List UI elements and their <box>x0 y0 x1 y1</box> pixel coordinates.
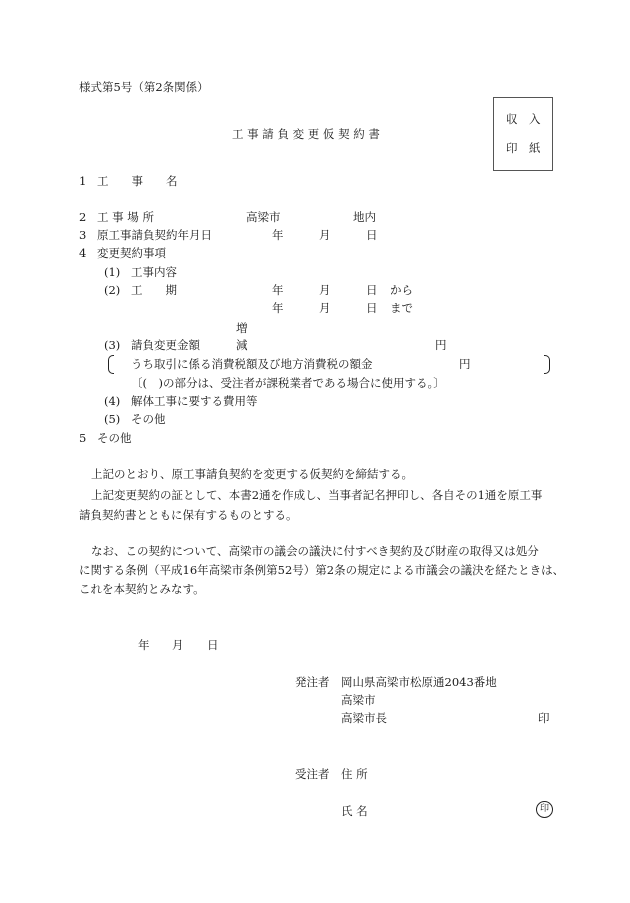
date-month: 月 <box>172 638 184 652</box>
period-from-year: 年 <box>272 283 284 297</box>
amount-increase: 増 <box>236 321 248 335</box>
item-3-day: 日 <box>366 228 378 242</box>
left-bracket <box>108 355 114 374</box>
period-to-year: 年 <box>272 301 284 315</box>
tax-amount-line: うち取引に係る消費税額及び地方消費税の額金 <box>131 357 373 371</box>
stamp-label-line2: 印 紙 <box>506 141 541 155</box>
body-paragraph-3-line-3: これを本契約とみなす。 <box>79 582 205 596</box>
sub-4-label: 解体工事に要する費用等 <box>131 394 258 408</box>
orderer-org: 高梁市 <box>341 693 376 707</box>
item-5-label: その他 <box>97 431 132 445</box>
sub-5-number: (5) <box>104 412 121 426</box>
amount-decrease: 減 <box>236 338 248 352</box>
item-1-label: 工 事 名 <box>97 174 178 188</box>
tax-note: 〔( )の部分は、受注者が課税業者である場合に使用する。〕 <box>131 376 445 390</box>
sub-1-number: (1) <box>104 265 121 279</box>
orderer-role: 発注者 <box>295 675 330 689</box>
item-5-number: 5 <box>79 431 87 445</box>
period-to-suffix: まで <box>390 301 413 315</box>
period-from-day: 日 <box>366 283 378 297</box>
item-4-label: 変更契約事項 <box>97 246 166 260</box>
body-paragraph-1: 上記のとおり、原工事請負契約を変更する仮契約を締結する。 <box>91 467 413 481</box>
page-title: 工 事 請 負 変 更 仮 契 約 書 <box>232 127 380 141</box>
item-3-label: 原工事請負契約年月日 <box>97 228 212 242</box>
sub-5-label: その他 <box>131 412 166 426</box>
body-paragraph-2-line-1: 上記変更契約の証として、本書2通を作成し、当事者記名押印し、各自その1通を原工事 <box>91 488 543 502</box>
contractor-seal-mark: 印 <box>536 801 553 818</box>
body-paragraph-3-line-2: に関する条例（平成16年高梁市条例第52号）第2条の規定による市議会の議決を経たときは、 <box>79 563 565 577</box>
period-from-month: 月 <box>319 283 331 297</box>
contractor-role: 受注者 <box>295 767 330 781</box>
sub-2-number: (2) <box>104 283 121 297</box>
sub-3-number: (3) <box>104 338 121 352</box>
orderer-address: 岡山県高梁市松原通2043番地 <box>341 675 497 689</box>
item-2-city: 高梁市 <box>246 210 281 224</box>
sub-1-label: 工事内容 <box>131 265 177 279</box>
item-3-year: 年 <box>272 228 284 242</box>
tax-amount-yen: 円 <box>459 357 471 371</box>
body-paragraph-3-line-1: なお、この契約について、高梁市の議会の議決に付すべき契約及び財産の取得又は処分 <box>91 544 539 558</box>
date-day: 日 <box>207 638 219 652</box>
contractor-address-label: 住 所 <box>341 767 368 781</box>
contractor-name-label: 氏 名 <box>341 804 368 818</box>
item-3-number: 3 <box>79 228 87 242</box>
orderer-seal-mark: 印 <box>538 711 550 725</box>
sub-3-label: 請負変更金額 <box>131 338 200 352</box>
right-bracket <box>544 355 550 374</box>
period-to-month: 月 <box>319 301 331 315</box>
form-label: 様式第5号（第2条関係） <box>79 80 209 94</box>
body-paragraph-2-line-2: 請負契約書とともに保有するものとする。 <box>79 508 298 522</box>
item-2-area: 地内 <box>353 210 376 224</box>
period-to-day: 日 <box>366 301 378 315</box>
date-year: 年 <box>138 638 150 652</box>
stamp-label-line1: 収 入 <box>506 112 541 126</box>
item-2-label: 工 事 場 所 <box>97 210 154 224</box>
item-3-month: 月 <box>319 228 331 242</box>
amount-yen: 円 <box>435 338 447 352</box>
item-4-number: 4 <box>79 246 87 260</box>
orderer-representative: 高梁市長 <box>341 711 387 725</box>
period-from-suffix: から <box>390 283 413 297</box>
item-2-number: 2 <box>79 210 87 224</box>
revenue-stamp-box <box>493 97 553 171</box>
sub-2-label: 工 期 <box>131 283 177 297</box>
item-1-number: 1 <box>79 174 87 188</box>
sub-4-number: (4) <box>104 394 121 408</box>
